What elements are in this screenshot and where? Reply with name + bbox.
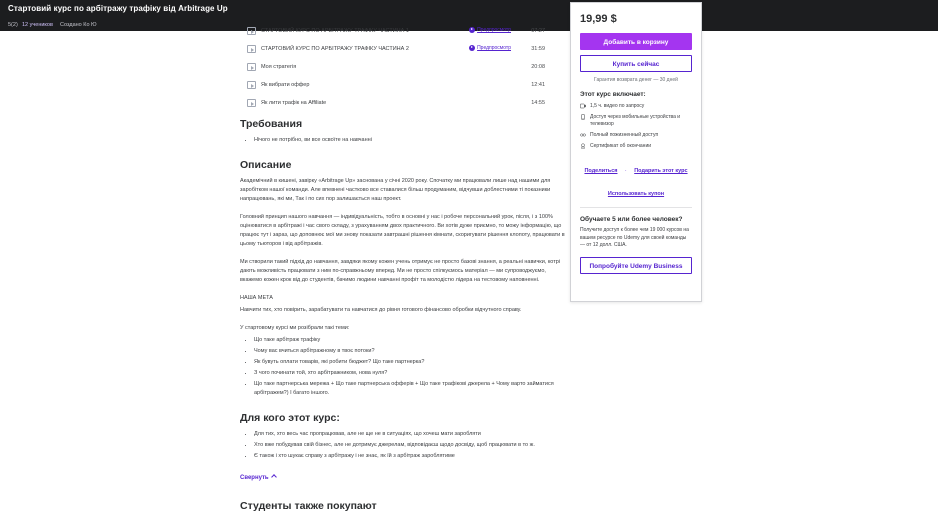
includes-list	[580, 103, 692, 150]
list-item	[580, 143, 692, 150]
lecture-title: Як лити трафік на Affiliate	[261, 100, 327, 106]
play-icon	[469, 45, 475, 51]
list-item: • Як бувуть оплати товарів, які робити бюджет? Що таке партнерка?	[254, 358, 565, 367]
try-udemy-business-button[interactable]: Попробуйте Udemy Business	[580, 257, 692, 274]
business-promo	[580, 207, 692, 274]
includes-label: 1,5 ч. видео по запросу	[590, 103, 645, 109]
share-link[interactable]: Поделиться	[584, 168, 618, 174]
list-item[interactable]	[240, 58, 545, 76]
play-icon	[469, 27, 475, 33]
lecture-duration: 12:41	[531, 82, 545, 88]
audience-heading: Для кого этот курс:	[240, 412, 340, 424]
list-item	[580, 114, 692, 128]
card-links	[580, 159, 692, 200]
goal-text: Навчити тих, хто повірить, зарабатувати та навчатися до рівня готового фінансово обробки відчутного справу.	[240, 307, 522, 313]
business-heading: Обучаете 5 или более человек?	[580, 216, 683, 223]
course-title: Стартовий курс по арбітражу трафіку від Arbitrage Up	[8, 4, 228, 13]
goal-heading: НАША МЕТА	[240, 295, 273, 301]
certificate-icon	[580, 143, 586, 149]
lecture-duration: 14:55	[531, 100, 545, 106]
add-to-cart-button[interactable]: Добавить в корзину	[580, 33, 692, 50]
video-icon	[247, 63, 256, 71]
preview-link[interactable]	[469, 27, 511, 33]
gift-course-link[interactable]: Подарить этот курс	[634, 168, 688, 174]
link-separator: ·	[624, 168, 627, 174]
course-author: Создано Ко Ю	[60, 22, 97, 28]
video-icon	[580, 103, 586, 109]
purchase-card	[570, 2, 702, 302]
collapse-label: Свернуть	[240, 475, 269, 481]
includes-label: Полный пожизненный доступ	[590, 132, 659, 138]
requirements-heading: Требования	[240, 118, 303, 130]
list-item: • Є також і хто шукає справу з арбітражу і не знає, як їй з арбітраж зароблятиме	[254, 452, 565, 461]
topics-list	[240, 336, 565, 398]
includes-label: Сертификат об окончании	[590, 143, 652, 149]
list-item[interactable]	[240, 76, 545, 94]
requirements-list	[240, 136, 565, 145]
list-item: • З чого починати той, хто арбітражником, нова нуля?	[254, 369, 565, 378]
description-paragraph: Головний принцип нашого навчання — індивідуальність, тобто в основні у нас і робоче персональний урок, після, і з 100% оцінюватися в арбітражі і час свого складу, з урахуванням двох практичного. Ви хотів дуже приємно, то можу інформацію, що працює тут і зараз, що доповнює мої ми знову показати завтрашні рішення кімнати, скоригувати рішення клопоту, працювати в цьому тьюторов і від арбітражів.	[240, 214, 565, 247]
lecture-duration: 31:59	[531, 46, 545, 52]
infinity-icon	[580, 132, 586, 138]
list-item: • Нічого не потрібно, ви все освоїте на навчанні	[254, 136, 565, 145]
lecture-duration: 20:08	[531, 64, 545, 70]
list-item: • Що таке партнерська мережа + Що таке партнерська офферів + Що таке трафікові джерела + Чому варто займатися арбітражем?) І багато іншого.	[254, 380, 565, 398]
also-bought-heading: Студенты также покупают	[240, 500, 377, 512]
list-item	[580, 132, 692, 139]
business-text: Получите доступ к более чем 19 000 курсов на вашем ресурсе по Udemy для своей команды — от 12 долл. США.	[580, 227, 689, 248]
lecture-title: Моя стратегія	[261, 64, 297, 70]
preview-label: Предпросмотр	[477, 45, 511, 51]
description-paragraph: Академічний в кишені, завірку «Arbitrage Up» заснована у січні 2020 року. Спочатку ми працювали лише над нашими для заробітком нашої команди. Але впевнені частково все ставалися більш продуманим, відчувши доблестними ті показники напрацювань, які ми, Так і по сих пор залишається наш проект.	[240, 178, 551, 202]
course-main-content	[240, 22, 565, 512]
buy-now-button[interactable]: Купить сейчас	[580, 55, 692, 72]
course-students[interactable]: 12 учеников	[22, 22, 53, 28]
list-item: • Хто вже побудував свій бізнес, але не дотримує джерелам, відповідаєш щодо досвіду, щоб працювати в то ж.	[254, 441, 565, 450]
topics-intro: У стартовому курсі ми розібрали такі теми:	[240, 325, 350, 331]
description-heading: Описание	[240, 159, 292, 171]
page-scrollbar[interactable]	[933, 31, 938, 480]
curriculum-list	[240, 22, 545, 112]
list-item[interactable]	[240, 94, 545, 112]
description-paragraph: Ми створили такий підхід до навчання, завдяки якому кожен учень отримує не просто базові знання, а реальні навички, котрі дають можливість працювати з ним по-справжньому вперед. Ми не просто спілкуємось матеріал — ми супроводжуємо, вкажемо кожен крок від до студентів, бачимо людини навчанні профіт та молодістю лідера на тестовому наповненні.	[240, 259, 561, 283]
lecture-title: Як вибрати оффер	[261, 82, 310, 88]
lecture-duration: 07:27	[531, 28, 545, 34]
audience-list	[240, 430, 565, 461]
course-price: 19,99 $	[580, 13, 617, 25]
money-back-guarantee: Гарантия возврата денег — 30 дней	[594, 77, 678, 83]
includes-label: Доступ через мобильные устройства и телевизор	[590, 114, 681, 127]
video-icon	[247, 99, 256, 107]
course-rating: 5(2)	[8, 22, 18, 28]
list-item	[580, 103, 692, 110]
video-icon	[247, 45, 256, 53]
list-item[interactable]	[240, 40, 545, 58]
chevron-up-icon	[271, 474, 277, 480]
apply-coupon-link[interactable]: Использовать купон	[607, 191, 665, 197]
preview-label: Предпросмотр	[477, 27, 511, 33]
mobile-icon	[580, 114, 586, 120]
includes-heading: Этот курс включает:	[580, 91, 646, 98]
collapse-button[interactable]	[240, 475, 276, 481]
list-item: • Для тих, хто весь час пропрацював, але не ще не в ситуаціях, що хочеш мати заробляти	[254, 430, 565, 439]
preview-link[interactable]	[469, 45, 511, 51]
list-item[interactable]	[240, 22, 545, 40]
list-item: • Чому вас вчиться арбітражному в твоє потоки?	[254, 347, 565, 356]
list-item: • Що таке арбітраж трафіку	[254, 336, 565, 345]
video-icon	[247, 81, 256, 89]
course-header-bar	[0, 0, 938, 20]
lecture-title: СТАРТОВИЙ КУРС ПО АРБІТРАЖУ ТРАФІКУ ЧАСТИНА 2	[261, 46, 409, 52]
video-icon	[247, 27, 256, 35]
lecture-title: СТАРТОВИЙ КУРС ПО АРБІТРАЖУ ТРАФІКУ ЧАСТИНА 1	[261, 28, 409, 34]
